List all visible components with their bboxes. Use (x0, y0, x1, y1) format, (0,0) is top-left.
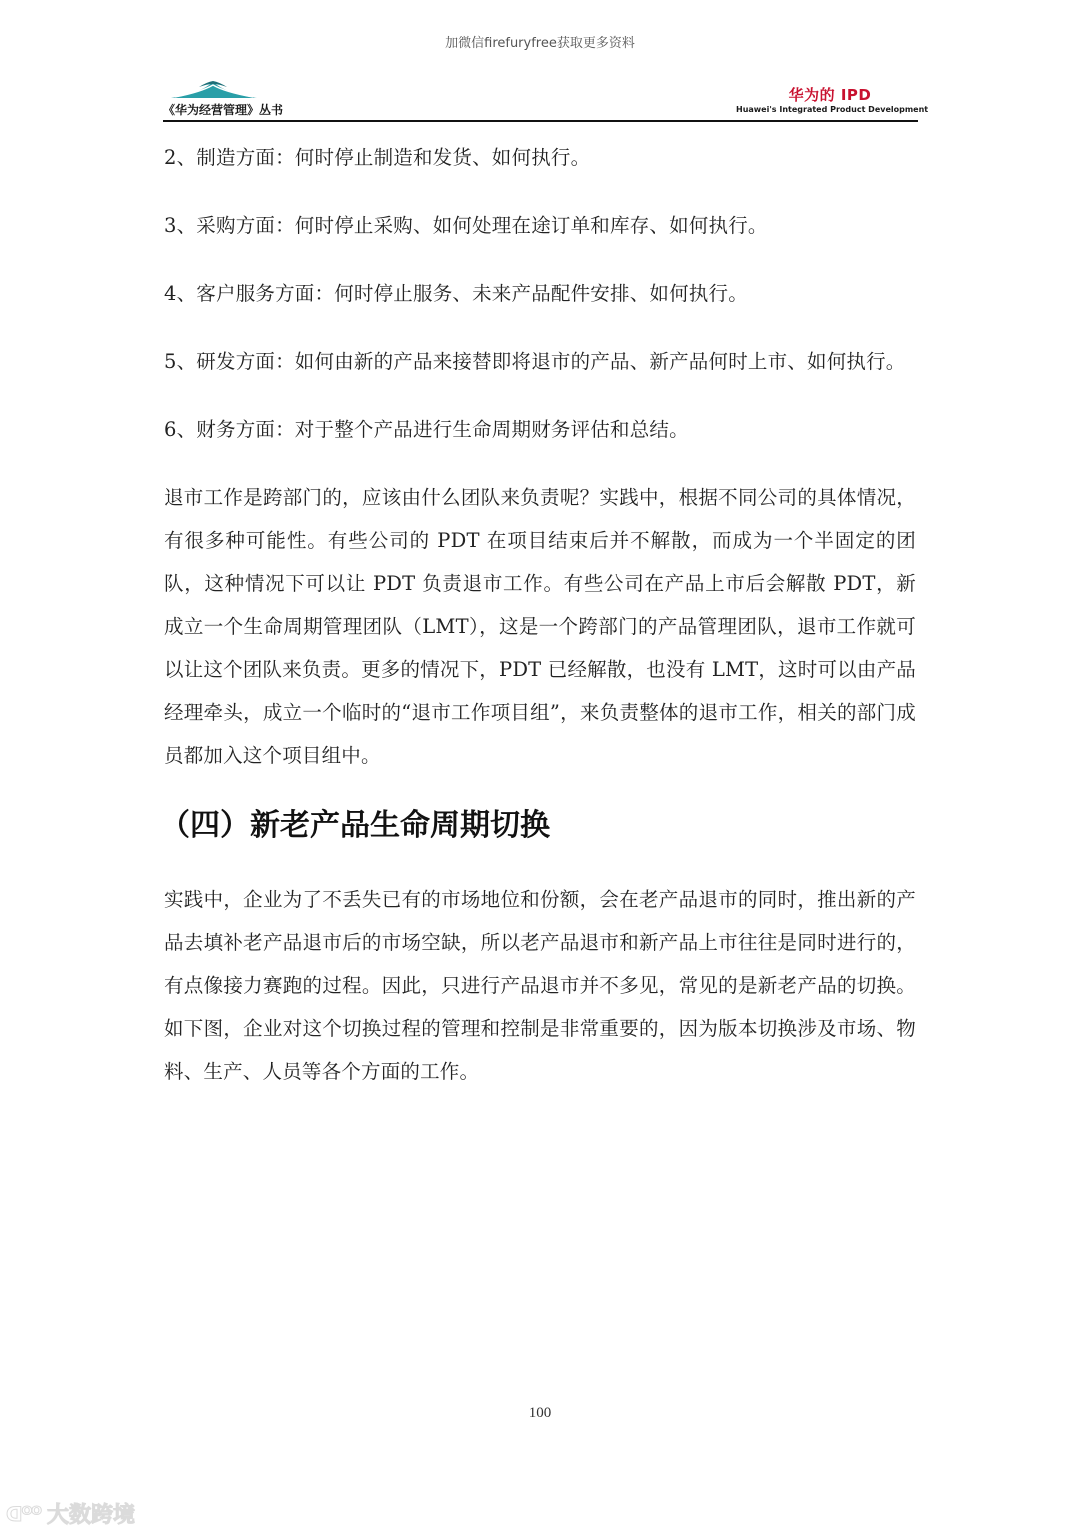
list-item-customer-service: 4、客户服务方面：何时停止服务、未来产品配件安排、如何执行。 (164, 282, 748, 305)
watermark-logo-icon: ᗡᴼᴼ (6, 1501, 42, 1526)
page-header (163, 76, 929, 124)
paragraph-product-switch: 实践中，企业为了不丢失已有的市场地位和份额，会在老产品退市的同时，推出新的产品去填补老产品退市后的市场空缺，所以老产品退市和新产品上市往往是同时进行的，有点像接力赛跑的过程。因此，只进行产品退市并不多见，常见的是新老产品的切换。如下图，企业对这个切换过程的管理和控制是非常重要的，因为版本切换涉及市场、物料、生产、人员等各个方面的工作。 (164, 888, 916, 1083)
list-item-manufacturing: 2、制造方面：何时停止制造和发货、如何执行。 (164, 146, 591, 169)
brand-block (736, 86, 929, 116)
watermark-top: 加微信firefuryfree获取更多资料 (445, 36, 635, 51)
list-item-rnd: 5、研发方面：如何由新的产品来接替即将退市的产品、新产品何时上市、如何执行。 (164, 350, 906, 373)
brand-title: 华为的 IPD (788, 86, 872, 104)
watermark-bottom (6, 1498, 135, 1529)
list-item-finance: 6、财务方面：对于整个产品进行生命周期财务评估和总结。 (164, 418, 689, 441)
watermark-text: 大数跨境 (47, 1503, 136, 1528)
page-content (160, 136, 916, 1118)
mountain-logo-icon (169, 78, 259, 100)
header-divider (163, 120, 918, 122)
section-heading: （四）新老产品生命周期切换 (160, 808, 550, 843)
series-title: 《华为经营管理》丛书 (163, 103, 284, 117)
brand-subtitle: Huawei's Integrated Product Development (736, 105, 929, 114)
paragraph-retirement-team: 退市工作是跨部门的，应该由什么团队来负责呢？实践中，根据不同公司的具体情况，有很多种可能性。有些公司的 PDT 在项目结束后并不解散，而成为一个半固定的团队，这种情况下可以让 PDT 负责退市工作。有些公司在产品上市后会解散 PDT，新成立一个生命周期管理团队（LMT），这是一个跨部门的产品管理团队，退市工作就可以让这个团队来负责。更多的情况下，PDT 已经解散，也没有 LMT，这时可以由产品经理牵头，成立一个临时的“退市工作项目组”，来负责整体的退市工作，相关的部门成员都加入这个项目组中。 (164, 486, 916, 767)
page-number: 100 (528, 1405, 552, 1421)
list-item-procurement: 3、采购方面：何时停止采购、如何处理在途订单和库存、如何执行。 (164, 214, 768, 237)
